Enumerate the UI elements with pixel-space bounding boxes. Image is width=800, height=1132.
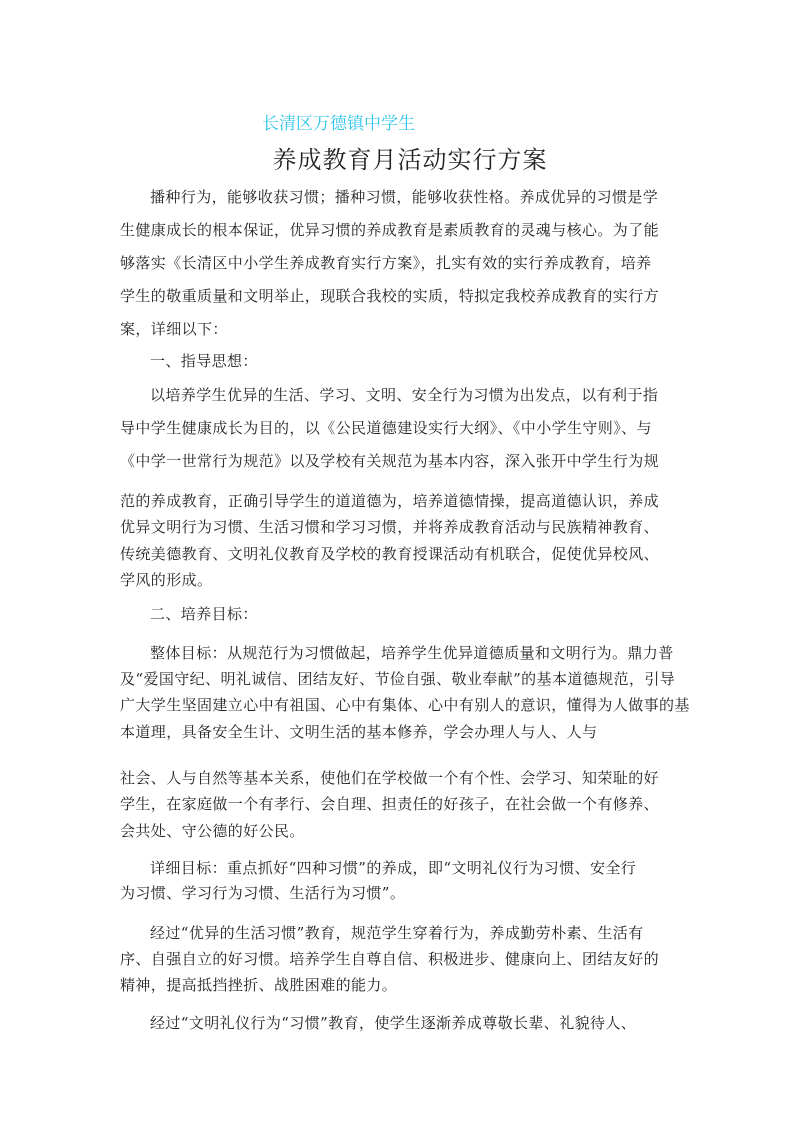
paragraph-line: 经过“优异的生活习惯”教育，规范学生穿着行为，养成勤劳朴素、生活有	[150, 924, 644, 942]
paragraph-line: 传统美德教育、文明礼仪教育及学校的教育授课活动有机联合，促使优异校风、	[120, 545, 660, 563]
paragraph-line: 《中学一世常行为规范》以及学校有关规范为基本内容，深入张开中学生行为规	[120, 452, 660, 470]
paragraph-line: 精神，提高抵挡挫折、战胜困难的能力。	[120, 976, 398, 994]
paragraph-line: 学生的敬重质量和文明举止，现联合我校的实质，特拟定我校养成教育的实行方	[120, 287, 660, 305]
paragraph-line: 本道理，具备安全生计、文明生活的基本修养，学会办理人与人、人与	[120, 723, 598, 741]
paragraph-line: 学风的形成。	[120, 571, 213, 589]
section-heading: 一、指导思想：	[150, 352, 258, 370]
paragraph-line: 案，详细以下：	[120, 320, 228, 338]
paragraph-line: 经过“文明礼仪行为“习惯”教育，使学生逐渐养成尊敬长辈、礼貌待人、	[150, 1014, 637, 1032]
paragraph-line: 范的养成教育，正确引导学生的道道德为，培养道德情操，提高道德认识，养成	[120, 492, 660, 510]
school-name: 长清区万德镇中学生	[262, 114, 415, 134]
paragraph-line: 广大学生坚固建立心中有祖国、心中有集体、心中有别人的意识，懂得为人做事的基	[120, 696, 690, 714]
paragraph-line: 优异文明行为习惯、生活习惯和学习习惯，并将养成教育活动与民族精神教育、	[120, 518, 660, 536]
paragraph-line: 会共处、守公德的好公民。	[120, 822, 305, 840]
paragraph-line: 序、自强自立的好习惯。培养学生自尊自信、积极进步、健康向上、团结友好的	[120, 950, 660, 968]
paragraph-line: 播种行为，能够收获习惯；播种习惯，能够收获性格。养成优异的习惯是学	[150, 188, 659, 206]
paragraph-line: 及“爱国守纪、明礼诚信、团结友好、节俭自强、敬业奉献”的基本道德规范，引导	[120, 670, 676, 688]
paragraph-line: 以培养学生优异的生活、学习、文明、安全行为习惯为出发点，以有利于指	[150, 386, 659, 404]
paragraph-line: 生健康成长的根本保证，优异习惯的养成教育是素质教育的灵魂与核心。为了能	[120, 221, 660, 239]
paragraph-line: 详细目标：重点抓好“四种习惯”的养成，即“文明礼仪行为习惯、安全行	[150, 859, 637, 877]
section-heading: 二、培养目标：	[150, 605, 258, 623]
paragraph-line: 够落实《长清区中小学生养成教育实行方案》，扎实有效的实行养成教育，培养	[120, 254, 652, 272]
paragraph-line: 导中学生健康成长为目的，以《公民道德建设实行大纲》、《中小学生守则》、与	[120, 419, 652, 437]
paragraph-line: 社会、人与自然等基本关系，使他们在学校做一个有个性、会学习、知荣耻的好	[120, 769, 660, 787]
paragraph-line: 整体目标：从规范行为习惯做起，培养学生优异道德质量和文明行为。鼎力普	[150, 644, 674, 662]
paragraph-line: 学生，在家庭做一个有孝行、会自理、担责任的好孩子，在社会做一个有修养、	[120, 795, 660, 813]
document-title: 养成教育月活动实行方案	[272, 146, 548, 174]
paragraph-line: 为习惯、学习行为习惯、生活行为习惯”。	[120, 884, 406, 902]
